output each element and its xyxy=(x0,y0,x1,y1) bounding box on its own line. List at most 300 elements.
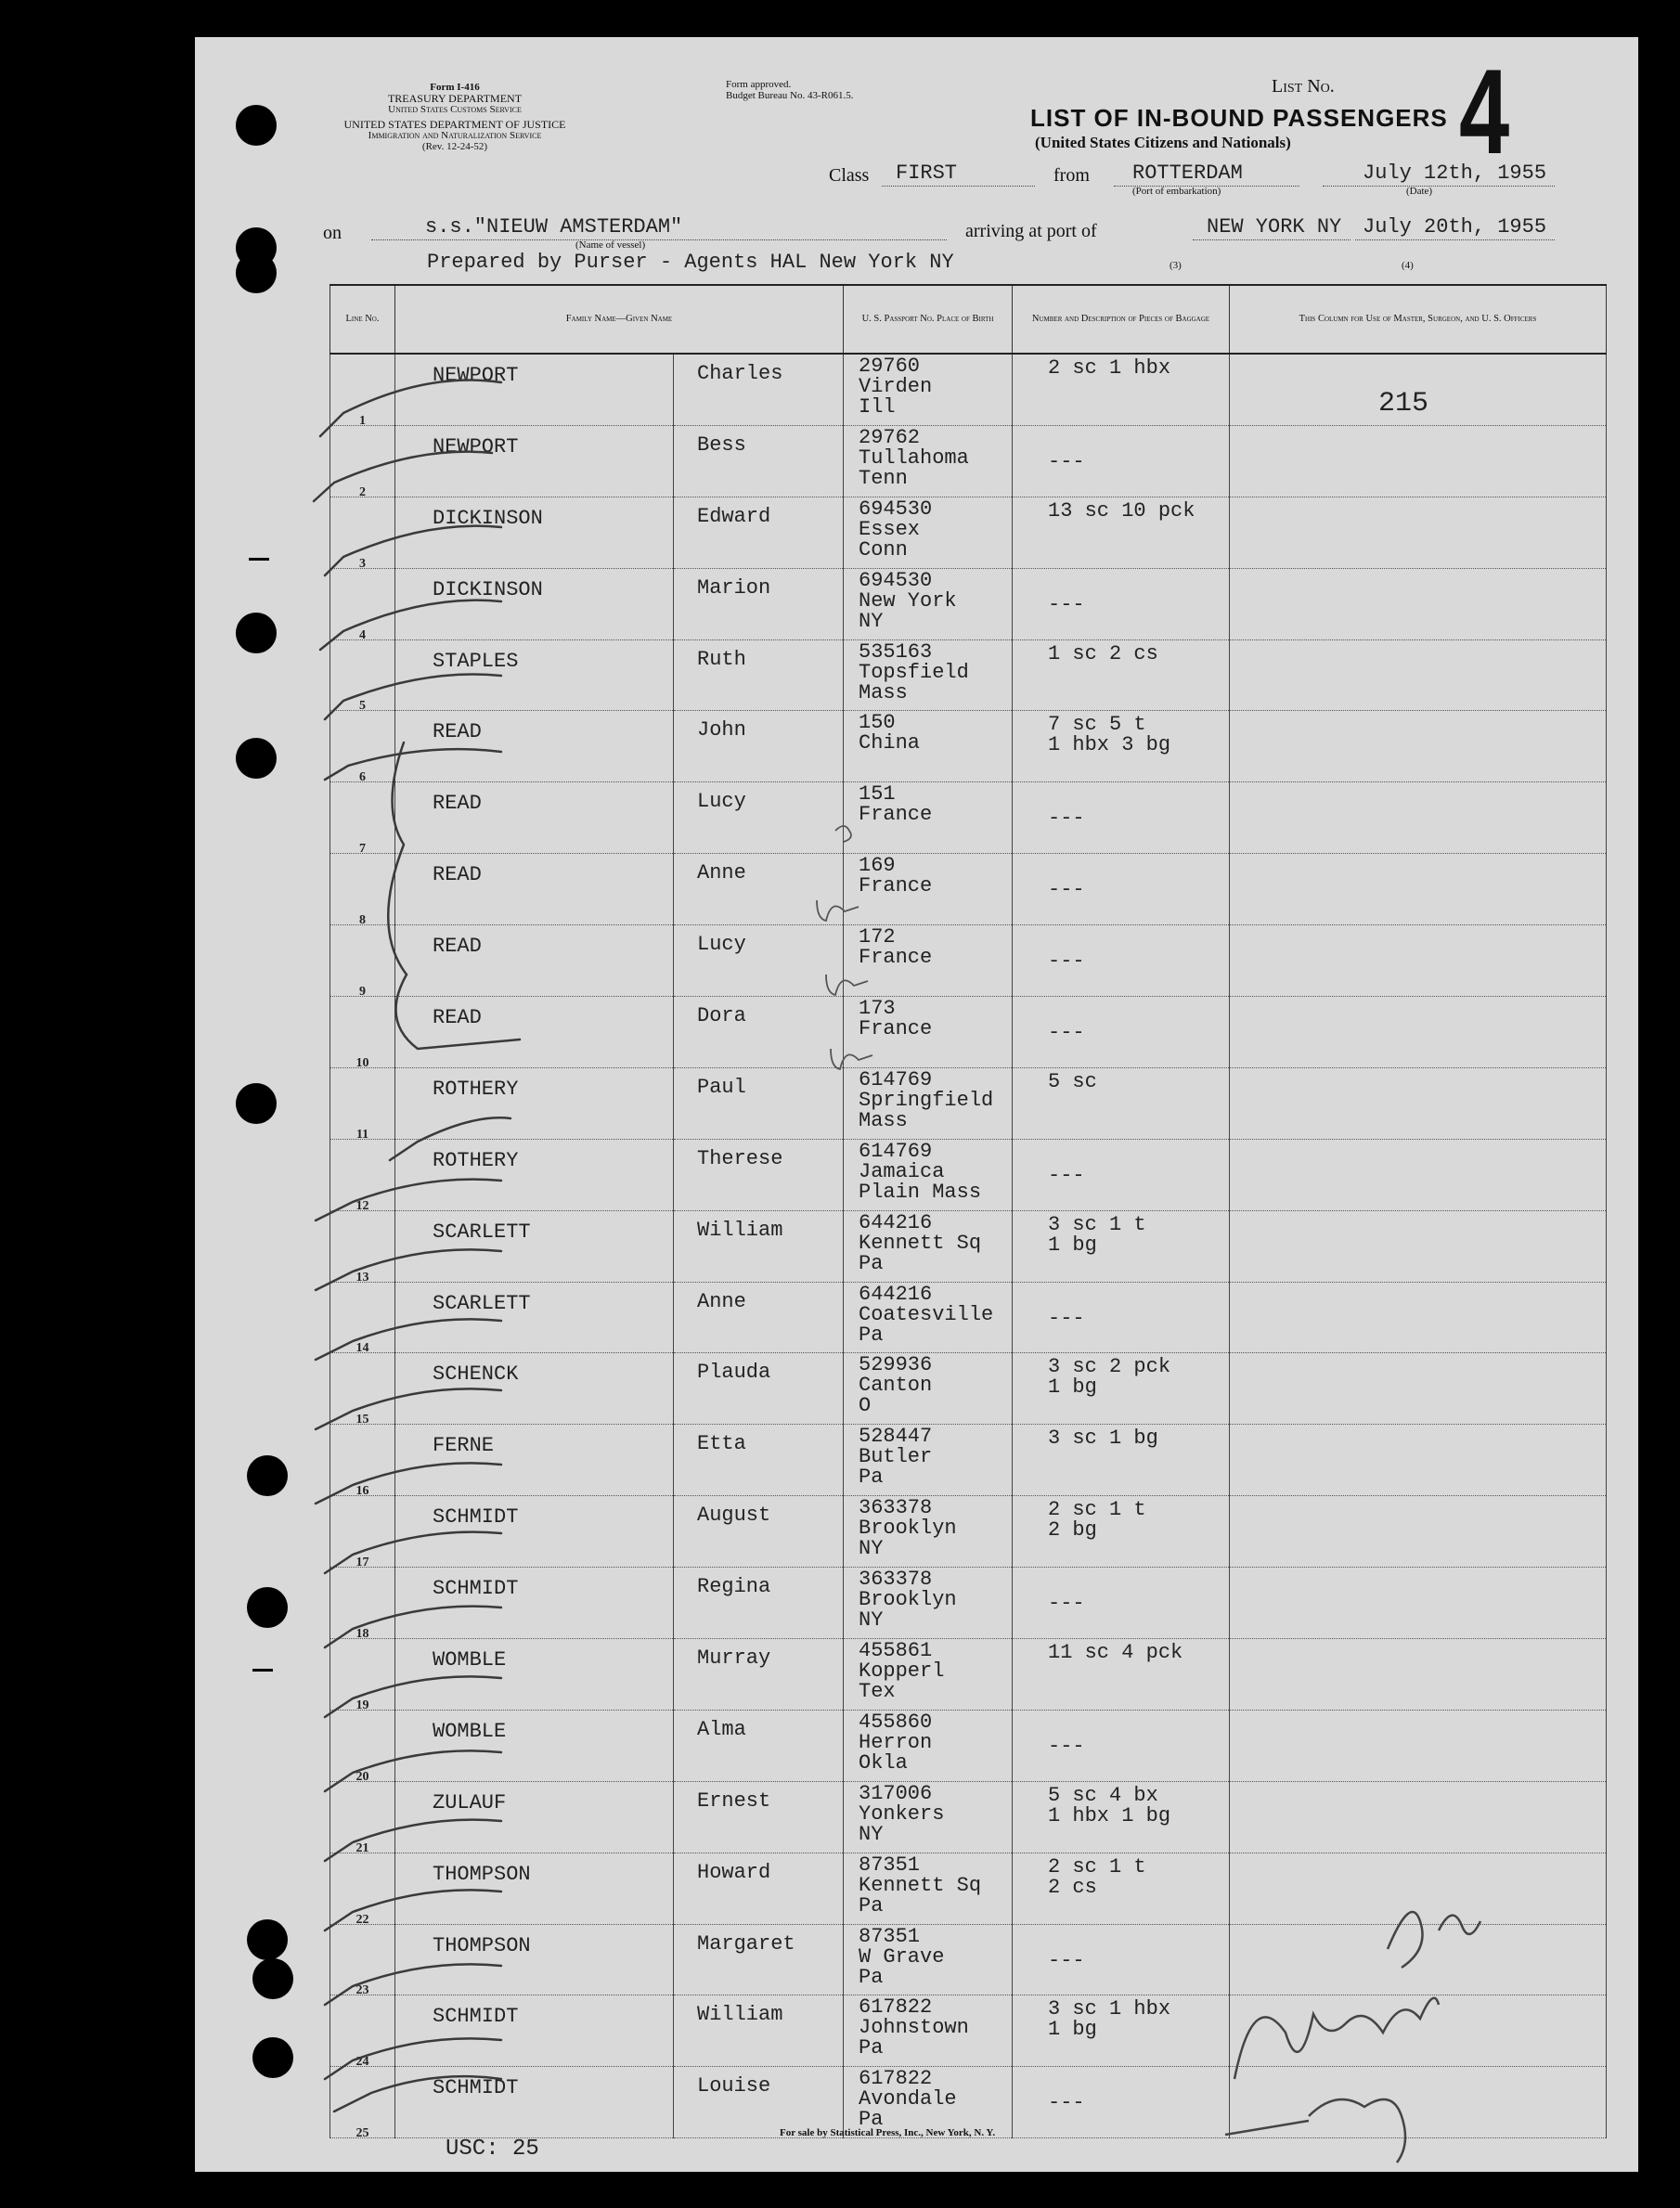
given-name: Ernest xyxy=(697,1788,771,1813)
passport-place xyxy=(859,1355,932,1416)
passport-cell xyxy=(844,1496,1013,1568)
passport-cell xyxy=(844,997,1013,1068)
family-name: SCHMIDT xyxy=(433,2005,519,2029)
passport-line: 528447 xyxy=(859,1425,933,1449)
passport-line: Pa xyxy=(859,1965,884,1989)
line-number: 19 xyxy=(355,1698,369,1712)
baggage-description: --- xyxy=(1048,878,1085,902)
line-number: 20 xyxy=(355,1769,369,1784)
passport-line: Yonkers xyxy=(859,1801,945,1826)
arrival-date: July 20th, 1955 xyxy=(1363,215,1547,239)
passport-line: Kennett Sq xyxy=(859,1873,982,1897)
baggage-description: 7 sc 5 t 1 hbx 3 bg xyxy=(1048,713,1171,757)
officer-cell xyxy=(1230,1995,1607,2067)
passport-place xyxy=(859,1498,957,1559)
baggage-cell xyxy=(1013,711,1230,782)
baggage-description: --- xyxy=(1048,807,1085,831)
passport-line: Tullahoma xyxy=(859,445,969,470)
passport-line: New York xyxy=(859,588,957,613)
line-number-cell xyxy=(330,1282,395,1356)
passport-line: 694530 xyxy=(859,568,933,592)
given-name: William xyxy=(697,1218,783,1242)
passport-line: Virden xyxy=(859,375,933,398)
given-name-cell xyxy=(674,1353,844,1425)
passport-line: 173 xyxy=(859,997,896,1021)
baggage-description: 11 sc 4 pck xyxy=(1048,1641,1183,1665)
class-underline xyxy=(882,186,1035,187)
usc-count: USC: 25 xyxy=(446,2137,539,2162)
page-subtitle: (United States Citizens and Nationals) xyxy=(1035,134,1291,151)
passport-cell xyxy=(844,925,1013,997)
baggage-description: 5 sc xyxy=(1048,1069,1097,1093)
passport-line: 694530 xyxy=(859,497,933,521)
ins-service: Immigration and Naturalization Service xyxy=(368,130,542,141)
family-name: DICKINSON xyxy=(433,506,543,530)
passport-line: Pa xyxy=(859,1251,884,1275)
line-number: 2 xyxy=(359,484,366,499)
line-number: 25 xyxy=(355,2126,369,2141)
baggage-cell xyxy=(1013,639,1230,711)
given-name: Bess xyxy=(697,433,746,457)
baggage-cell xyxy=(1013,1282,1230,1353)
family-name-cell xyxy=(395,425,674,497)
port-embarkation: ROTTERDAM xyxy=(1132,161,1243,185)
passport-line: 151 xyxy=(859,782,896,807)
officer-cell xyxy=(1230,1210,1607,1282)
port-caption: (Port of embarkation) xyxy=(1132,186,1221,197)
officer-cell xyxy=(1230,711,1607,782)
binder-hole xyxy=(236,1083,277,1124)
passport-place xyxy=(859,1139,982,1204)
passport-cell xyxy=(844,1781,1013,1853)
given-name-cell xyxy=(674,925,844,997)
passport-cell xyxy=(844,568,1013,639)
given-name-cell xyxy=(674,711,844,782)
passport-line: Herron xyxy=(859,1730,933,1754)
passport-line: 150 xyxy=(859,711,896,735)
arrival-date-underline xyxy=(1355,239,1555,240)
given-name: Anne xyxy=(697,861,746,885)
passport-place xyxy=(859,499,932,561)
page-title: LIST OF IN-BOUND PASSENGERS xyxy=(1030,104,1448,132)
given-name-cell xyxy=(674,782,844,854)
passport-line: Butler xyxy=(859,1445,933,1469)
family-name-cell xyxy=(395,1853,674,1924)
family-name-cell xyxy=(395,711,674,782)
baggage-description: 3 sc 1 bg xyxy=(1048,1427,1158,1451)
passport-cell xyxy=(844,1067,1013,1139)
passport-place xyxy=(859,1210,982,1275)
form-approved: Form approved. xyxy=(726,79,792,90)
officer-cell xyxy=(1230,1353,1607,1425)
passport-cell xyxy=(844,354,1013,425)
table-row xyxy=(330,1067,1607,1139)
passport-place xyxy=(859,856,932,897)
passport-place xyxy=(859,1855,981,1917)
passport-cell xyxy=(844,1139,1013,1210)
passport-place xyxy=(859,927,932,968)
baggage-description: 2 sc 1 t 2 bg xyxy=(1048,1498,1146,1543)
passport-cell xyxy=(844,639,1013,711)
baggage-description: 3 sc 2 pck 1 bg xyxy=(1048,1355,1171,1400)
passport-line: China xyxy=(859,731,921,755)
table-row xyxy=(330,1924,1607,1995)
form-revision: (Rev. 12-24-52) xyxy=(421,141,488,152)
family-name: READ xyxy=(433,863,482,887)
given-name-cell xyxy=(674,1496,844,1568)
line-number-cell xyxy=(330,1067,395,1142)
officer-cell xyxy=(1230,639,1607,711)
family-name: SCARLETT xyxy=(433,1220,531,1244)
passport-line: Brooklyn xyxy=(859,1517,957,1541)
binder-hole xyxy=(252,2037,293,2078)
passport-place xyxy=(859,1427,932,1488)
given-name: Margaret xyxy=(697,1931,795,1956)
passport-line: Pa xyxy=(859,1323,884,1347)
given-name: Anne xyxy=(697,1289,746,1313)
passport-place xyxy=(859,356,932,418)
col-name: Family Name—Given Name xyxy=(395,285,844,354)
passport-line: France xyxy=(859,946,933,970)
passport-line: 172 xyxy=(859,925,896,949)
baggage-cell xyxy=(1013,425,1230,497)
baggage-description: --- xyxy=(1048,2091,1085,2115)
line-number: 8 xyxy=(359,913,366,928)
officer-cell xyxy=(1230,497,1607,568)
baggage-cell xyxy=(1013,1496,1230,1568)
given-name-cell xyxy=(674,1853,844,1924)
passport-line: 529936 xyxy=(859,1353,933,1377)
table-row xyxy=(330,925,1607,997)
officer-cell xyxy=(1230,854,1607,925)
line-number-cell xyxy=(330,425,395,497)
family-name: SCHMIDT xyxy=(433,2076,519,2100)
given-name-cell xyxy=(674,1282,844,1353)
caption-3: (3) xyxy=(1170,260,1182,271)
line-number-cell xyxy=(330,497,395,571)
given-name-cell xyxy=(674,1924,844,1995)
passport-line: 169 xyxy=(859,854,896,878)
family-name-cell xyxy=(395,1139,674,1210)
family-name-cell xyxy=(395,925,674,997)
family-name-cell xyxy=(395,782,674,854)
passport-line: 617822 xyxy=(859,2067,933,2091)
baggage-cell xyxy=(1013,1995,1230,2067)
passport-line: 535163 xyxy=(859,639,933,664)
passport-place xyxy=(859,425,969,490)
passport-line: W Grave xyxy=(859,1944,945,1969)
passport-place xyxy=(859,713,920,754)
family-name: SCHENCK xyxy=(433,1362,519,1387)
baggage-cell xyxy=(1013,854,1230,925)
line-number: 5 xyxy=(359,699,366,714)
table-row xyxy=(330,1781,1607,1853)
passport-cell xyxy=(844,782,1013,854)
family-name-cell xyxy=(395,1496,674,1568)
family-name-cell xyxy=(395,1924,674,1995)
given-name-cell xyxy=(674,1139,844,1210)
passport-place xyxy=(859,1997,969,2059)
binder-mark xyxy=(249,558,269,561)
family-name: ROTHERY xyxy=(433,1077,519,1101)
binder-hole xyxy=(247,1455,288,1496)
passport-cell xyxy=(844,1210,1013,1282)
family-name: ROTHERY xyxy=(433,1148,519,1172)
line-number-cell xyxy=(330,854,395,928)
passport-cell xyxy=(844,1853,1013,1924)
passport-line: Kopperl xyxy=(859,1659,945,1684)
family-name-cell xyxy=(395,2067,674,2138)
baggage-description: --- xyxy=(1048,449,1085,473)
passport-line: Tex xyxy=(859,1680,896,1704)
given-name: Therese xyxy=(697,1146,783,1170)
officer-cell xyxy=(1230,1639,1607,1711)
baggage-description: 5 sc 4 bx 1 hbx 1 bg xyxy=(1048,1783,1171,1827)
line-number: 16 xyxy=(355,1484,369,1499)
given-name: Plauda xyxy=(697,1361,771,1385)
class-value: FIRST xyxy=(896,161,958,185)
family-name-cell xyxy=(395,497,674,568)
approval-block xyxy=(726,79,853,101)
baggage-description: --- xyxy=(1048,949,1085,974)
passport-line: Mass xyxy=(859,1108,908,1132)
given-name: Charles xyxy=(697,362,783,385)
given-name-cell xyxy=(674,1781,844,1853)
officer-cell xyxy=(1230,997,1607,1068)
embark-date: July 12th, 1955 xyxy=(1363,161,1547,185)
binder-hole xyxy=(236,613,277,653)
passport-place xyxy=(859,999,932,1039)
table-row xyxy=(330,1568,1607,1639)
given-name: Dora xyxy=(697,1004,746,1028)
passport-line: Jamaica xyxy=(859,1159,945,1183)
officer-cell xyxy=(1230,1067,1607,1139)
passport-place xyxy=(859,784,932,825)
table-row xyxy=(330,1710,1607,1781)
baggage-description: --- xyxy=(1048,1021,1085,1045)
passport-line: Topsfield xyxy=(859,660,969,684)
table-row xyxy=(330,782,1607,854)
baggage-description: --- xyxy=(1048,1948,1085,1972)
family-name: NEWPORT xyxy=(433,434,519,458)
given-name-cell xyxy=(674,497,844,568)
given-name: Murray xyxy=(697,1646,771,1671)
list-no-value: 4 xyxy=(1459,44,1510,179)
baggage-cell xyxy=(1013,568,1230,639)
manifest-page xyxy=(195,37,1638,2172)
line-number-cell xyxy=(330,1995,395,2070)
passport-line: Plain Mass xyxy=(859,1180,982,1204)
col-line-no: Line No. xyxy=(330,285,395,354)
passport-line: 363378 xyxy=(859,1496,933,1520)
family-name: READ xyxy=(433,792,482,816)
passport-place xyxy=(859,1641,944,1702)
form-agency-block xyxy=(330,82,580,152)
given-name-cell xyxy=(674,568,844,639)
passport-cell xyxy=(844,1710,1013,1781)
table-row xyxy=(330,1210,1607,1282)
officer-cell xyxy=(1230,1496,1607,1568)
family-name: SCHMIDT xyxy=(433,1505,519,1530)
family-name: STAPLES xyxy=(433,649,519,673)
family-name: READ xyxy=(433,935,482,959)
officer-cell xyxy=(1230,1781,1607,1853)
family-name-cell xyxy=(395,997,674,1068)
class-label: Class xyxy=(829,165,870,186)
baggage-description: --- xyxy=(1048,1306,1085,1330)
binder-mark xyxy=(252,1669,273,1672)
family-name: SCHMIDT xyxy=(433,1577,519,1601)
line-number: 23 xyxy=(355,1983,369,1998)
baggage-cell xyxy=(1013,1781,1230,1853)
family-name-cell xyxy=(395,1210,674,1282)
list-no-label: List No. xyxy=(1272,76,1335,97)
line-number-cell xyxy=(330,354,395,428)
officer-cell xyxy=(1230,925,1607,997)
passport-line: Canton xyxy=(859,1374,933,1398)
table-row xyxy=(330,1139,1607,1210)
line-number-cell xyxy=(330,1353,395,1425)
passport-cell xyxy=(844,1924,1013,1995)
given-name: August xyxy=(697,1504,771,1528)
passport-line: NY xyxy=(859,1822,884,1846)
line-number: 17 xyxy=(355,1556,369,1570)
binder-hole xyxy=(236,738,277,779)
given-name-cell xyxy=(674,1995,844,2067)
family-name-cell xyxy=(395,1710,674,1781)
passport-line: 644216 xyxy=(859,1210,933,1234)
line-number: 11 xyxy=(355,1127,369,1142)
baggage-cell xyxy=(1013,354,1230,425)
family-name-cell xyxy=(395,568,674,639)
passport-line: 87351 xyxy=(859,1924,921,1948)
passport-line: NY xyxy=(859,1537,884,1561)
baggage-description: 1 sc 2 cs xyxy=(1048,641,1158,665)
baggage-cell xyxy=(1013,2067,1230,2138)
given-name-cell xyxy=(674,1710,844,1781)
given-name: John xyxy=(697,718,746,742)
baggage-description: 2 sc 1 hbx xyxy=(1048,356,1171,380)
given-name-cell xyxy=(674,1067,844,1139)
line-number: 14 xyxy=(355,1341,369,1356)
passport-line: France xyxy=(859,803,933,827)
passport-cell xyxy=(844,711,1013,782)
table-row xyxy=(330,1282,1607,1353)
caption-4: (4) xyxy=(1402,260,1414,271)
line-number: 10 xyxy=(355,1055,369,1070)
vessel-underline xyxy=(371,239,947,240)
officer-note: 215 xyxy=(1378,388,1429,420)
line-number: 13 xyxy=(355,1270,369,1285)
arrival-port: NEW YORK NY xyxy=(1207,215,1342,239)
justice-dept: UNITED STATES DEPARTMENT OF JUSTICE xyxy=(343,118,566,131)
family-name: THOMPSON xyxy=(433,1933,531,1957)
line-number-cell xyxy=(330,925,395,1000)
passport-cell xyxy=(844,1353,1013,1425)
passport-line: Springfield xyxy=(859,1088,994,1112)
given-name-cell xyxy=(674,854,844,925)
line-number-cell xyxy=(330,711,395,785)
baggage-description: 3 sc 1 hbx 1 bg xyxy=(1048,1997,1171,2042)
given-name: Etta xyxy=(697,1432,746,1456)
baggage-cell xyxy=(1013,925,1230,997)
passport-cell xyxy=(844,425,1013,497)
baggage-cell xyxy=(1013,497,1230,568)
family-name: ZULAUF xyxy=(433,1790,507,1814)
table-row xyxy=(330,568,1607,639)
passport-line: 455861 xyxy=(859,1639,933,1663)
on-label: on xyxy=(323,223,342,243)
passport-place xyxy=(859,639,969,704)
table-row xyxy=(330,854,1607,925)
passport-cell xyxy=(844,1425,1013,1496)
passport-cell xyxy=(844,1995,1013,2067)
passport-line: Brooklyn xyxy=(859,1588,957,1612)
given-name-cell xyxy=(674,1210,844,1282)
passport-line: Avondale xyxy=(859,2087,957,2111)
passport-line: 29762 xyxy=(859,425,921,449)
family-name-cell xyxy=(395,1781,674,1853)
given-name: Howard xyxy=(697,1860,771,1884)
passport-line: Coatesville xyxy=(859,1302,994,1326)
binder-hole xyxy=(236,105,277,146)
date-caption: (Date) xyxy=(1406,186,1433,197)
passport-line: Tenn xyxy=(859,466,908,490)
passport-place xyxy=(859,1712,932,1774)
passport-line: 614769 xyxy=(859,1067,933,1091)
officer-cell xyxy=(1230,1139,1607,1210)
baggage-cell xyxy=(1013,1353,1230,1425)
line-number-cell xyxy=(330,1568,395,1642)
passport-line: Pa xyxy=(859,2108,884,2132)
given-name: Lucy xyxy=(697,790,746,814)
binder-hole xyxy=(236,252,277,293)
officer-cell xyxy=(1230,2067,1607,2138)
vessel-caption: (Name of vessel) xyxy=(575,239,646,251)
passport-line: 617822 xyxy=(859,1995,933,2020)
officer-cell xyxy=(1230,425,1607,497)
baggage-cell xyxy=(1013,1924,1230,1995)
line-number-cell xyxy=(330,1425,395,1499)
given-name-cell xyxy=(674,1425,844,1496)
passport-line: NY xyxy=(859,609,884,633)
line-number: 3 xyxy=(359,556,366,571)
family-name-cell xyxy=(395,1282,674,1353)
line-number: 22 xyxy=(355,1912,369,1927)
line-number-cell xyxy=(330,1639,395,1711)
arrival-port-underline xyxy=(1193,239,1350,240)
family-name-cell xyxy=(395,854,674,925)
given-name: Regina xyxy=(697,1575,771,1599)
table-row xyxy=(330,1353,1607,1425)
passport-line: NY xyxy=(859,1608,884,1633)
baggage-cell xyxy=(1013,1710,1230,1781)
printer-note: For sale by Statistical Press, Inc., New York, N. Y. xyxy=(780,2127,996,2138)
given-name-cell xyxy=(674,997,844,1068)
passport-line: Essex xyxy=(859,517,921,541)
given-name: William xyxy=(697,2003,783,2027)
officer-cell xyxy=(1230,568,1607,639)
passport-line: France xyxy=(859,1017,933,1041)
passport-place xyxy=(859,1781,945,1846)
passport-line: O xyxy=(859,1394,872,1418)
line-number: 6 xyxy=(359,770,366,785)
line-number: 12 xyxy=(355,1198,369,1213)
baggage-description: 3 sc 1 t 1 bg xyxy=(1048,1212,1146,1257)
table-row xyxy=(330,1425,1607,1496)
baggage-cell xyxy=(1013,782,1230,854)
line-number-cell xyxy=(330,997,395,1068)
